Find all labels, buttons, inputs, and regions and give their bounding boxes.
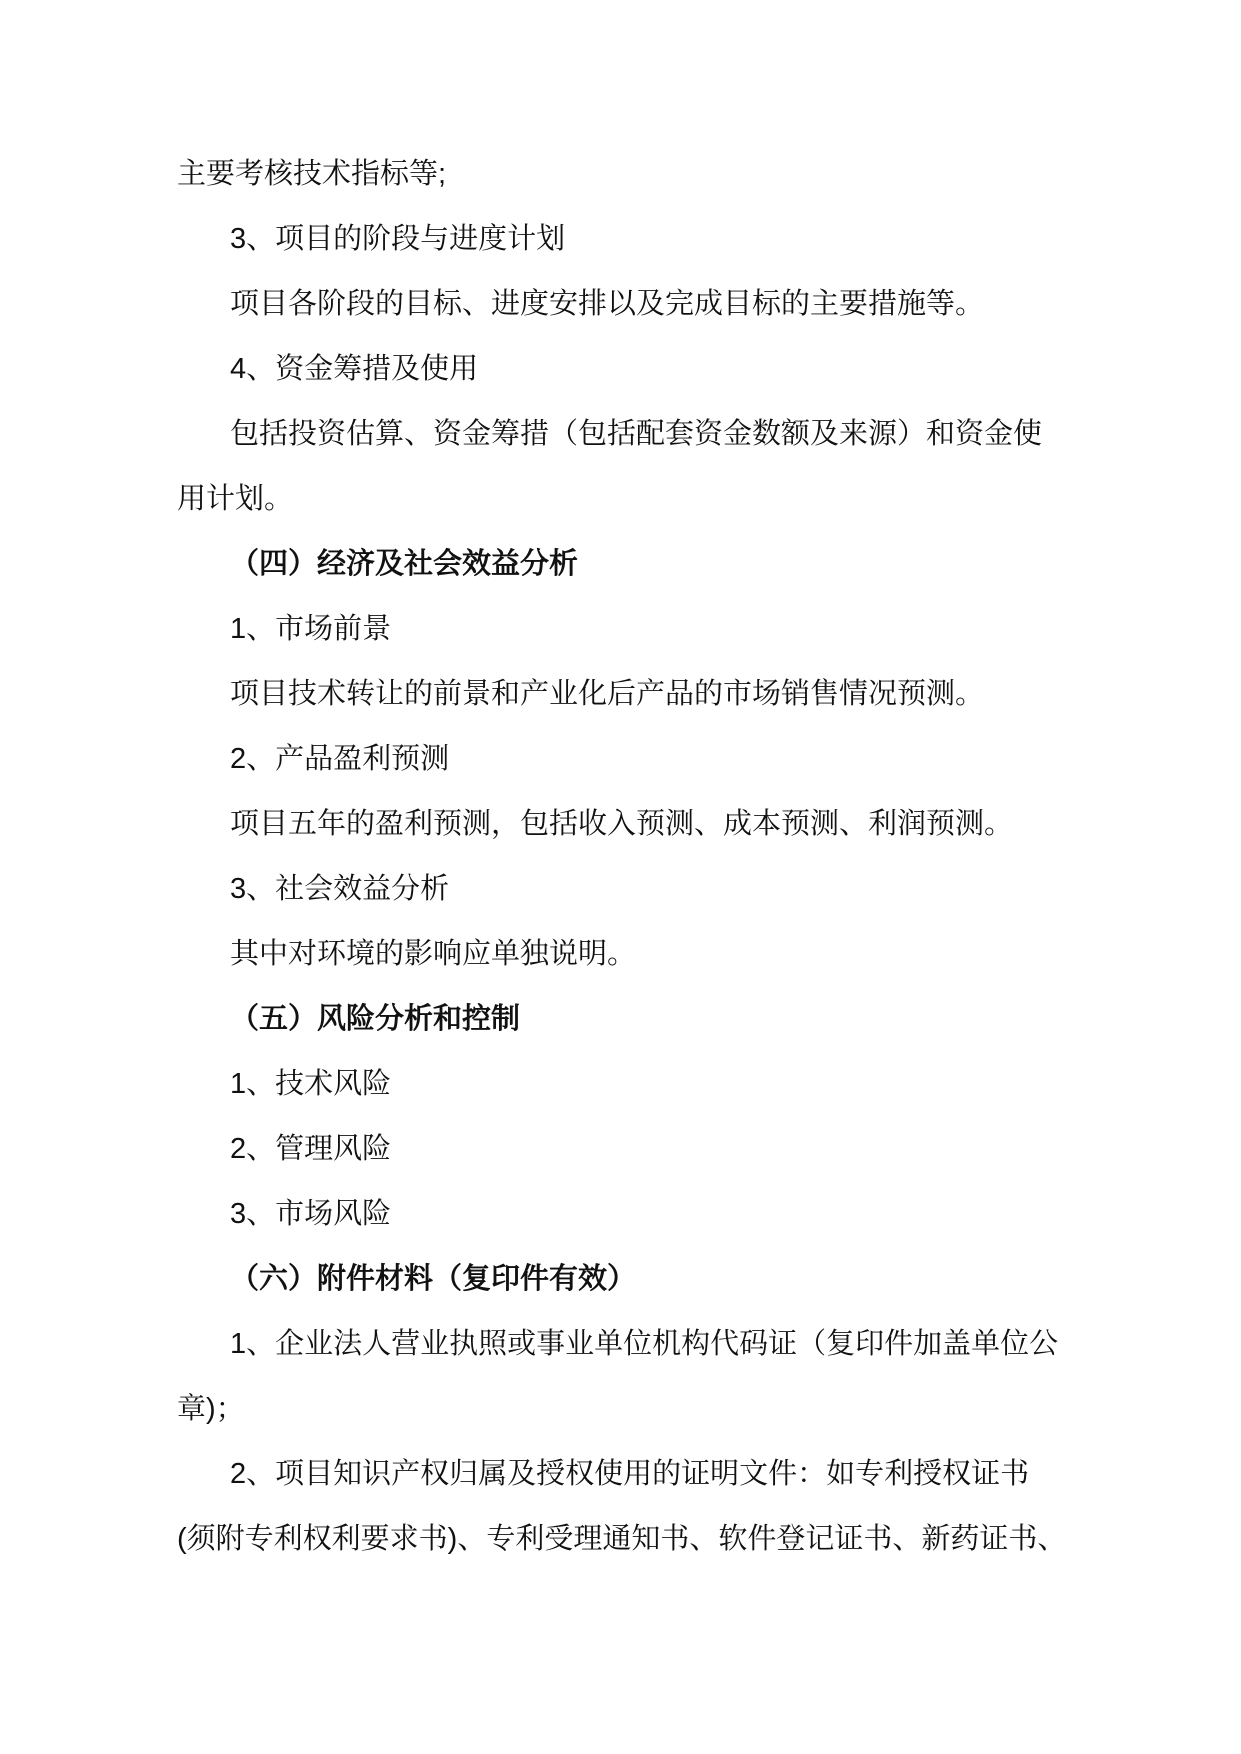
text-line: 3、社会效益分析 bbox=[230, 873, 450, 905]
section-heading: （五）风险分析和控制 bbox=[230, 1003, 521, 1035]
text-line: 1、企业法人营业执照或事业单位机构代码证（复印件加盖单位公 bbox=[230, 1328, 1059, 1360]
text-line: 2、项目知识产权归属及授权使用的证明文件：如专利授权证书 bbox=[230, 1458, 1030, 1490]
text-line: 章)； bbox=[177, 1393, 245, 1425]
text-line: 主要考核技术指标等; bbox=[177, 158, 447, 190]
section-heading: （六）附件材料（复印件有效） bbox=[230, 1263, 637, 1295]
text-line: (须附专利权利要求书)、专利受理通知书、软件登记证书、新药证书、 bbox=[177, 1523, 1067, 1555]
text-line: 2、管理风险 bbox=[230, 1133, 392, 1165]
text-line: 用计划。 bbox=[177, 483, 294, 515]
text-line: 项目技术转让的前景和产业化后产品的市场销售情况预测。 bbox=[230, 678, 985, 710]
section-heading: （四）经济及社会效益分析 bbox=[230, 548, 579, 580]
text-line: 其中对环境的影响应单独说明。 bbox=[230, 938, 637, 970]
text-line: 3、市场风险 bbox=[230, 1198, 392, 1230]
text-line: 1、市场前景 bbox=[230, 613, 392, 645]
text-line: 项目各阶段的目标、进度安排以及完成目标的主要措施等。 bbox=[230, 288, 985, 320]
text-line: 1、技术风险 bbox=[230, 1068, 392, 1100]
text-line: 3、项目的阶段与进度计划 bbox=[230, 223, 566, 255]
text-line: 4、资金筹措及使用 bbox=[230, 353, 479, 385]
text-line: 项目五年的盈利预测，包括收入预测、成本预测、利润预测。 bbox=[230, 808, 1014, 840]
text-line: 2、产品盈利预测 bbox=[230, 743, 450, 775]
text-line: 包括投资估算、资金筹措（包括配套资金数额及来源）和资金使 bbox=[230, 418, 1043, 450]
